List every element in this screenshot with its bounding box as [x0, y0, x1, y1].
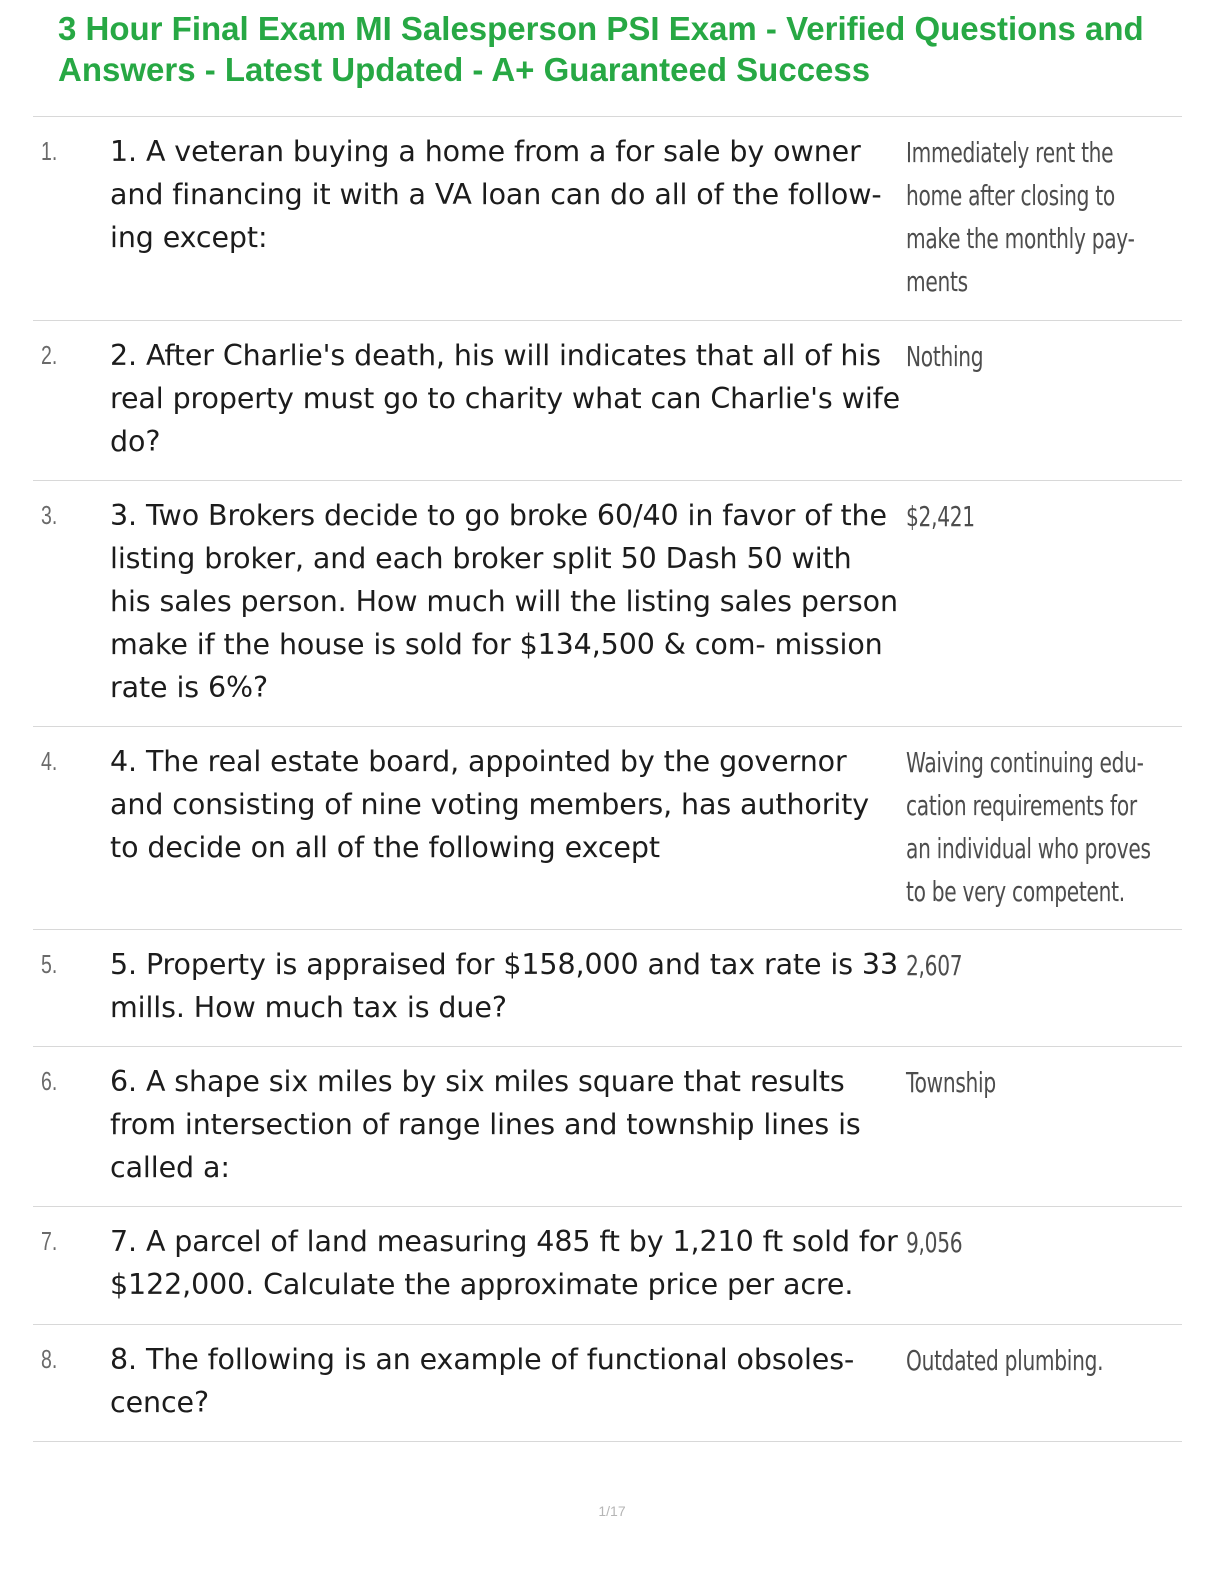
qa-item-8 [33, 1325, 1182, 1442]
item-number: 4. [41, 746, 58, 776]
qa-item-1 [33, 117, 1182, 321]
answer-text: Nothing [906, 340, 984, 373]
qa-item-3 [33, 481, 1182, 727]
answer-text: $2,421 [906, 500, 975, 533]
qa-item-2 [33, 321, 1182, 481]
answer-text: 9,056 [906, 1226, 963, 1259]
item-number: 1. [41, 136, 58, 166]
question-text: 4. The real estate board, appointed by the governor and consisting of nine voting members, has authority to decide on all of the following except [110, 745, 870, 864]
item-number: 2. [41, 340, 58, 370]
question-text: 6. A shape six miles by six miles square that results from intersection of range lines and township lines is called a: [110, 1065, 861, 1184]
item-number: 8. [41, 1344, 58, 1374]
qa-item-5 [33, 930, 1182, 1047]
item-number: 6. [41, 1066, 58, 1096]
question-text: 2. After Charlie's death, his will indicates that all of his real property must go to charity what can Charlie's wife do? [110, 339, 901, 458]
qa-item-4 [33, 727, 1182, 930]
item-number: 5. [41, 949, 58, 979]
item-number: 3. [41, 500, 58, 530]
qa-list [33, 116, 1182, 1442]
answer-text: Outdated plumbing. [906, 1344, 1104, 1377]
answer-text: Waiving continuing edu- cation requirements for an individual who proves to be very competent. [906, 746, 1151, 908]
answer-text: 2,607 [906, 949, 963, 982]
question-text: 7. A parcel of land measuring 485 ft by 1,210 ft sold for $122,000. Calculate the approximate price per acre. [110, 1225, 898, 1301]
item-number: 7. [41, 1226, 58, 1256]
question-text: 3. Two Brokers decide to go broke 60/40 in favor of the listing broker, and each broker split 50 Dash 50 with his sales person. How much will the listing sales person make if the house is sold for $134,500 & com- mission rate is 6%? [110, 499, 898, 704]
answer-text: Township [906, 1066, 996, 1099]
question-text: 8. The following is an example of functional obsoles- cence? [110, 1343, 855, 1419]
qa-item-7 [33, 1207, 1182, 1325]
page-number: 1/17 [598, 1503, 626, 1519]
answer-text: Immediately rent the home after closing to make the monthly pay- ments [906, 136, 1135, 298]
document-title: 3 Hour Final Exam MI Salesperson PSI Exam - Verified Questions and Answers - Latest Updated - A+ Guaranteed Success [58, 10, 1144, 88]
question-text: 1. A veteran buying a home from a for sale by owner and financing it with a VA loan can do all of the follow- ing except: [110, 135, 882, 254]
qa-item-6 [33, 1047, 1182, 1207]
question-text: 5. Property is appraised for $158,000 and tax rate is 33 mills. How much tax is due? [110, 948, 898, 1024]
